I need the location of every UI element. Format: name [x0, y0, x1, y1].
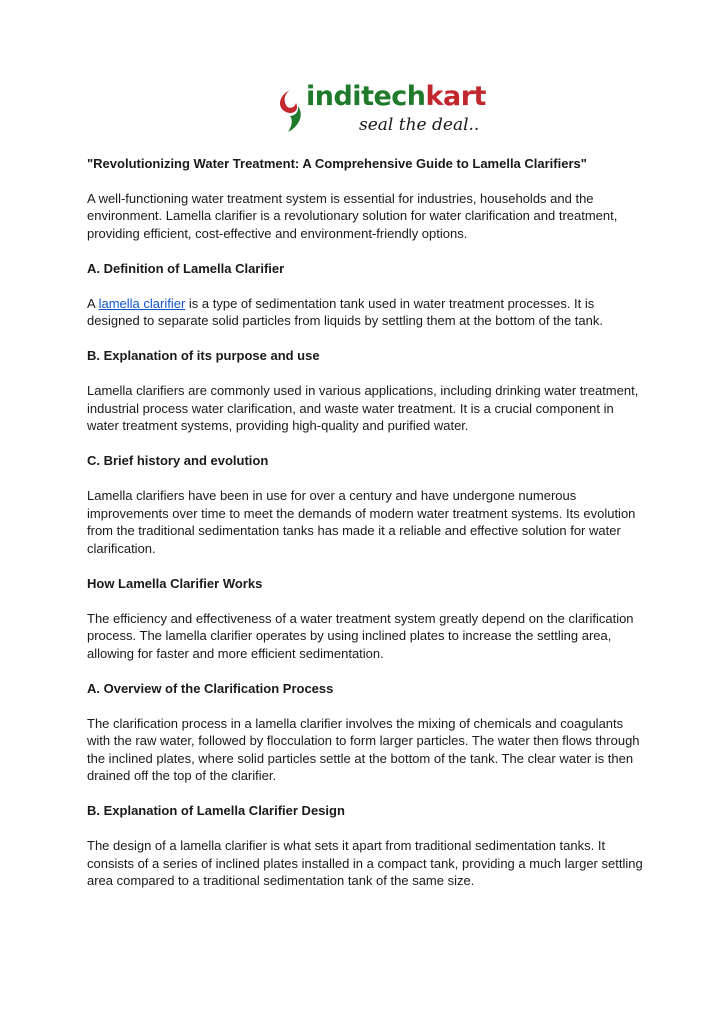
section-heading: B. Explanation of Lamella Clarifier Design	[87, 803, 345, 818]
section-heading: B. Explanation of its purpose and use	[87, 348, 320, 363]
brand-tagline: seal the deal..	[359, 115, 480, 135]
section-paragraph: Lamella clarifiers are commonly used in various applications, including drinking water treatment, industrial process water clarification, and waste water treatment. It is a crucial component in water treatment systems, providing high-quality and purified water.	[87, 383, 639, 433]
text-span: A	[87, 295, 99, 311]
section-paragraph: The clarification process in a lamella clarifier involves the mixing of chemicals and coagulants with the raw water, followed by flocculation to form larger particles. The water then flows through the inclined plates, where solid particles settle at the bottom of the tank. The clear water is then drained off the top of the clarifier.	[87, 715, 640, 783]
intro-paragraph: A well-functioning water treatment system is essential for industries, households and the environment. Lamella clarifier is a revolutionary solution for water clarification and treatment, providing efficient, cost-effective and environment-friendly options.	[87, 190, 618, 241]
document-title: "Revolutionizing Water Treatment: A Comprehensive Guide to Lamella Clarifiers"	[87, 156, 587, 171]
section-paragraph: Lamella clarifiers have been in use for over a century and have undergone numerous improvements over time to meet the demands of modern water treatment systems. Its evolution from the traditional sedimentation tanks has made it a reliable and effective solution for water clarification.	[87, 488, 636, 556]
logo-mark-icon	[276, 88, 306, 140]
definition-paragraph	[87, 295, 647, 330]
section-heading: A. Overview of the Clarification Process	[87, 680, 334, 696]
section-heading: C. Brief history and evolution	[87, 453, 269, 468]
brand-logo	[276, 81, 486, 142]
section-paragraph: The design of a lamella clarifier is what sets it apart from traditional sedimentation tanks. It consists of a series of inclined plates installed in a compact tank, providing a much larger settling area compared to a traditional sedimentation tank of the same size.	[87, 838, 643, 888]
lamella-clarifier-link[interactable]: lamella clarifier	[98, 295, 186, 311]
section-heading: A. Definition of Lamella Clarifier	[87, 260, 285, 276]
section-paragraph: The efficiency and effectiveness of a water treatment system greatly depend on the clarification process. The lamella clarifier operates by using inclined plates to increase the settling area, allowing for faster and more efficient sedimentation.	[87, 610, 634, 661]
document-body	[87, 155, 647, 907]
text-span: is a type of sedimentation tank used in water treatment processes. It is designed to separate solid particles from liquids by settling them at the bottom of the tank.	[87, 295, 603, 328]
section-heading: How Lamella Clarifier Works	[87, 575, 263, 591]
brand-name: inditechkart	[306, 81, 486, 112]
